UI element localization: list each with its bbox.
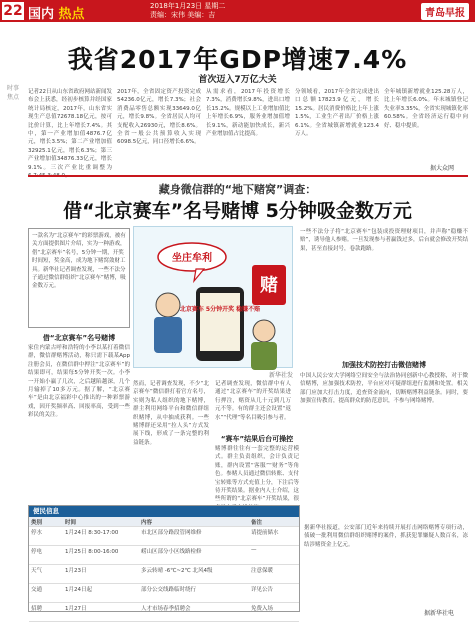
story2-subtitle-c: 加强技术防控打击微信赌博 <box>342 361 426 369</box>
story1-source: 据大众网 <box>430 165 455 172</box>
bubble-text: 坐庄牟利 <box>172 253 212 264</box>
story1-column-2: 2017年，全省固定资产投资完成54236.0亿元，增长7.3%；社会消费品零售总额实现33649.0亿元，增长9.8%。全省居民人均可支配收入26930元，增长8.6%。全省一般公共预算收入实现6098.5亿元，同口径增长6.6%。 <box>117 89 201 146</box>
table-cell: 招聘 <box>31 606 43 612</box>
story2-column-g: 据新华社报道，公安部门近年来持续开展打击网络赌博专项行动，侦破一批利用微信群组织赌博的案件，抓获犯罪嫌疑人数百名，冻结涉赌资金上亿元。 <box>304 525 468 548</box>
story2-column-e: 一些不法分子将“北京赛车”包装成投资理财项目，并声称“稳赚不赔”，诱导他人参赌。一旦发现参与者赢钱过多，后台就会修改开奖结果，甚至直接封号，卷款跑路。 <box>300 229 468 252</box>
story-divider <box>28 175 468 177</box>
story2-lead-box: 一款名为“北京赛车”的彩票游戏，被有关方面提供图片介绍，实为一种游戏，借“北京赛车”名号，5分钟一期，开奖时间短，奖金高，成为地下赌窝敛财工具。新华社记者调查发现，一些不法分子通过微信群组织“北京赛车”赌博，吸金数万元。 <box>28 228 130 328</box>
story2-reporter: 据新华社电 <box>424 610 455 617</box>
story2-column-a: 家住内蒙古呼和浩特的小李以某打着微信群，微信群赌博活动，称只需下载某App注册会员，在微信群中押注“北京赛车”的结果即可，结果每5分钟开奖一次。小李一开始小赢了几次，之后越陷越深，几个月输掉了10多万元。据了解，“北京赛车”是由北京福彩中心推出的一种彩票游戏，因开奖频率高、回报率高，受到一些彩民的关注。 <box>28 345 130 419</box>
table-cell: 天气 <box>31 568 43 574</box>
table-cell: 1月27日 <box>65 606 87 612</box>
story2-headline: 借“北京赛车”名号赌博 5分钟吸金数万元 <box>63 200 412 222</box>
table-cell: 免费入场 <box>251 606 274 612</box>
table-row <box>29 565 299 584</box>
page-number: 22 <box>3 3 23 19</box>
phone-screen-text: 北京赛车 5分钟开奖 稳赚不赔 <box>179 306 261 313</box>
table-cell: 多云转晴 -6℃~2℃ 北风4级 <box>141 568 213 574</box>
sign-text: 赌 <box>260 275 278 296</box>
table-title: 便民信息 <box>29 506 299 517</box>
date-line <box>150 2 225 20</box>
section-label: 国内 <box>28 7 55 22</box>
table-cell: 交通 <box>31 587 43 593</box>
table-cell: 停水 <box>31 530 43 536</box>
table-row <box>29 527 299 546</box>
story1-column-3: 从需求看，2017年投资增长7.3%，消费增长9.8%，进出口增长15.2%。规模以上工业增加值比上年增长6.9%，服务业增加值增长9.1%，新动能加快成长，新兴产业增加值占比提高。 <box>206 89 290 138</box>
table-cell: 人才市场春季招聘会 <box>141 606 191 612</box>
table-header-cell: 类别 <box>31 520 43 526</box>
illustration-drawing <box>134 227 294 369</box>
illustration-caption: 新华社发 <box>268 372 293 379</box>
table-cell: 请提前储水 <box>251 530 279 536</box>
table-cell: — <box>251 547 257 553</box>
story2-subtitle-a: 借“北京赛车”名号赌博 <box>42 334 116 342</box>
table-cell: 1月25日 8:00-16:00 <box>65 549 119 555</box>
table-header-cell: 时间 <box>65 520 77 526</box>
date-line-2: 责编：宋伟 美编：吉 <box>150 11 216 19</box>
section-name <box>28 3 85 22</box>
table-cell: 市北区部分路段管网维修 <box>141 530 202 536</box>
story1-column-5: 全年城镇新增就业125.28万人，比上年增长6.0%。年末城镇登记失业率3.35%，全省实现城镇化率60.58%。全省经济运行稳中向好、稳中提质。 <box>384 89 468 129</box>
table-cell: 停电 <box>31 549 43 555</box>
table-header-cell: 备注 <box>251 520 263 526</box>
masthead-bar <box>0 0 475 22</box>
table-header-row <box>29 517 299 527</box>
table-cell: 详见公告 <box>251 587 274 593</box>
table-cell: 1月24日起 <box>65 587 92 593</box>
story2-column-f: 中国人民公安大学网络空间安全与法治协同创新中心教授称，对于微信赌博，应加强技术防控，平台应对可疑群组进行监测和处置。相关部门应加大打击力度，追查资金流向，切断赌博利益链条。同时，要加强宣传教育，提高群众的防范意识，不参与网络赌博。 <box>300 373 468 405</box>
info-table <box>28 505 300 612</box>
table-row <box>29 584 299 603</box>
story2-column-b: 然而，记者调查发现，不少“北京赛车”微信群打着官方名号，实则为私人组织的地下赌博，群主利用网络平台和微信群组织赌博，从中抽成获利。一些赌博群还采用“拉人头”方式发展下线，形成了一条完整的利益链条。 <box>133 381 209 446</box>
table-cell: 1月24日 8:30-17:00 <box>65 530 119 536</box>
table-header-cell: 内容 <box>141 520 153 526</box>
table-row <box>29 546 299 565</box>
table-cell: 部分公交线路临时绕行 <box>141 587 197 593</box>
story2-subtitle-b: “赛车”结果后台可操控 <box>220 435 294 443</box>
paper-logo: 青岛早报 <box>421 3 469 20</box>
story1-column-1: 记者22日从山东省政府网站新闻发布会上获悉，经初步核算并经国家统计局核定，2017年，山东省实现生产总值72678.18亿元，按可比价计算，比上年增长7.4%。其中，第一产业增加值4876.7亿元，增长3.5%；第二产业增加值32925.1亿元，增长6.3%；第三产业增加值34876.33亿元，增长9.1%。三次产业比重调整为 <box>28 89 112 171</box>
story1-headline: 我省2017年GDP增速7.4% <box>67 45 408 74</box>
table-row <box>29 603 299 622</box>
story1-column-4: 分领域看，2017年全省完成进出口总额17823.9亿元，增长15.2%。居民消费价格比上年上涨1.5%，工业生产者出厂价格上涨6.1%。全省城镇新增就业123.4万人。 <box>295 89 379 138</box>
table-cell: 崂山区部分小区线路检修 <box>141 549 202 555</box>
date-line-1: 2018年1月23日 星期二 <box>150 2 226 10</box>
side-mark: 时事焦点 <box>6 85 19 101</box>
story2-column-d: 赌博群往往有一套完整的运营模式。群主负责组织，会计负责记账，群内设置“客服”“财务”等角色。参赌人员通过微信转账、支付宝转账等方式充值上分，下注后等待开奖结果。据业内人士介绍，这些所谓的“北京赛车”开奖结果，很 <box>215 446 299 503</box>
story2-column-c: 记者调查发现，微信群中有人通过“北京赛车”的开奖结果进行押注，赌资从几十元到几万元不等。有的群主还会设置“返水”“代理”等名目吸引参与者。 <box>215 381 291 421</box>
table-cell: 注意保暖 <box>251 568 274 574</box>
story2-kicker: 藏身微信群的“地下赌窝”调查： <box>158 183 317 196</box>
story1-subhead: 首次迈入7万亿大关 <box>198 75 277 85</box>
gambling-illustration <box>133 226 293 368</box>
section-highlight: 热点 <box>58 7 85 22</box>
table-cell: 1月23日 <box>65 568 87 574</box>
